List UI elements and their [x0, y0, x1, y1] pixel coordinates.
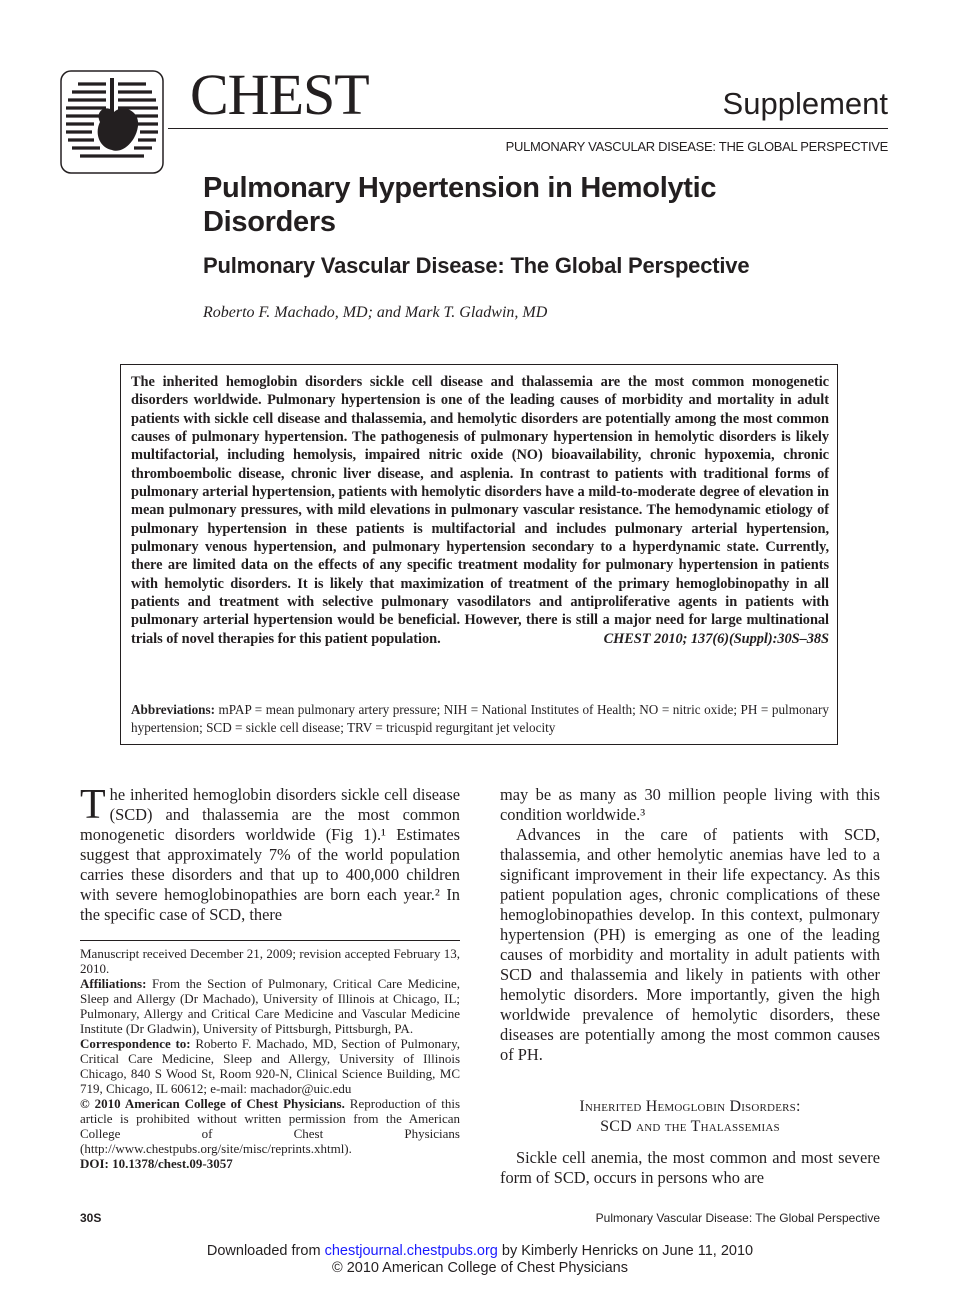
download-notice — [0, 1243, 960, 1277]
correspondence-text: Roberto F. Machado, MD, Section of Pulmonary, Critical Care Medicine, Sleep and Allergy, University of Illinois Chicago, 840 S Wood St, Room 920-N, Clinical Science Building, MC 719, Chicago, IL 60612; e-mail: machador@uic.edu — [80, 1036, 461, 1096]
affiliations-label: Affiliations: — [80, 976, 147, 991]
body-column-1 — [80, 782, 460, 925]
supplement-label: Supplement — [722, 86, 888, 121]
affiliations — [80, 976, 460, 1036]
download-copyright: © 2010 American College of Chest Physicians — [331, 1260, 628, 1276]
header-rule — [168, 128, 888, 129]
doi-text: 10.1378/chest.09-3057 — [112, 1156, 233, 1171]
copyright-note — [80, 1096, 460, 1156]
affiliations-text: From the Section of Pulmonary, Critical Care Medicine, Sleep and Allergy (Dr Machado), University of Illinois at Chicago, IL; Pulmonary, Allergy and Critical Care Medicine and Vascular Medicine Institute (Dr Gladwin), University of Pittsburgh, Pittsburgh, PA. — [80, 976, 460, 1036]
correspondence-label: Correspondence to: — [80, 1036, 191, 1051]
abstract — [131, 373, 829, 648]
abbreviations-label: Abbreviations: — [131, 702, 216, 717]
footnotes — [80, 946, 460, 1171]
journal-name: CHEST — [190, 62, 369, 127]
running-head: PULMONARY VASCULAR DISEASE: THE GLOBAL PERSPECTIVE — [505, 139, 888, 154]
correspondence — [80, 1036, 460, 1096]
abstract-text: The inherited hemoglobin disorders sickle cell disease and thalassemia are the most common monogenetic disorders worldwide. Pulmonary hypertension is one of the leading causes of morbidity and mortality in adult patients with sickle cell disease and thalassemia, and hemolytic disorders are potentially among the most common causes of pulmonary hypertension. The pathogenesis of pulmonary hypertension in hemolytic disorders is likely multifactorial, including hemolysis, impaired nitric oxide (NO) bioavailability, chronic hypoxemia, chronic thromboembolic disease, chronic liver disease, and asplenia. In contrast to patients with traditional forms of pulmonary arterial hypertension, patients with hemolytic disorders have a mild-to-moderate degree of elevation in mean pulmonary pressures, with mild elevations in pulmonary vascular resistance. The hemodynamic etiology of pulmonary hypertension in these patients is multifactorial and includes pulmonary arterial hypertension, pulmonary venous hypertension, and pulmonary hypertension secondary to a hyperdynamic state. Currently, there are limited data on the effects of any specific treatment modality for pulmonary hypertension in patients with hemolytic disorders. It is likely that maximization of treatment of the primary hemoglobinopathy in all patients and treatment with selective pulmonary vasodilators and antiproliferative agents in patients with pulmonary arterial hypertension would be beneficial. However, there is still a major need for large multinational trials of novel therapies for this patient population. — [131, 374, 829, 647]
copyright-label: © 2010 American College of Chest Physicians. — [80, 1096, 345, 1111]
citation: CHEST 2010; 137(6)(Suppl):30S–38S — [603, 630, 829, 647]
manuscript-received: Manuscript received December 21, 2009; revision accepted February 13, 2010. — [80, 946, 460, 976]
download-link[interactable]: chestjournal.chestpubs.org — [324, 1243, 498, 1259]
article-subtitle: Pulmonary Vascular Disease: The Global Perspective — [203, 253, 750, 278]
section-heading-line-2: SCD and the Thalassemias — [600, 1118, 780, 1135]
chest-logo-icon — [60, 70, 164, 174]
col2-paragraph-3: Sickle cell anemia, the most common and most severe form of SCD, occurs in persons who are — [500, 1148, 880, 1187]
intro-text: he inherited hemoglobin disorders sickle cell disease (SCD) and thalassemia are the most common monogenetic disorders worldwide (Fig 1).¹ Estimates suggest that approximately 7% of the world population carries these disorders and that up to 400,000 children with severe hemoglobinopathies are born each year.² In the specific case of SCD, there — [80, 785, 460, 924]
doi — [80, 1156, 460, 1171]
col2-paragraph-1: may be as many as 30 million people living with this condition worldwide.³ — [500, 785, 880, 824]
copyright-text: Reproduction of this article is prohibited without written permission from the American College of Chest Physicians (http://www.chestpubs.org/site/misc/reprints.xhtml). — [80, 1096, 460, 1156]
footnote-rule — [80, 940, 460, 941]
footer-running-title: Pulmonary Vascular Disease: The Global Perspective — [595, 1211, 880, 1225]
doi-label: DOI: — [80, 1156, 109, 1171]
download-prefix: Downloaded from — [206, 1243, 321, 1259]
col2-paragraph-2: Advances in the care of patients with SCD, thalassemia, and other hemolytic anemias have led to a significant improvement in their life expectancy. As this patient population ages, chronic complications of these hemoglobinopathies develop. In this context, pulmonary hypertension (PH) is emerging as one of the leading causes of morbidity and mortality in adult patients with SCD and thalassemia and likely in patients with other hemolytic disorders. More importantly, given the high worldwide prevalence of hemolytic disorders, these diseases are potentially among the most common causes of PH. — [500, 825, 880, 1064]
abstract-box — [120, 364, 838, 745]
download-suffix: by Kimberly Henricks on June 11, 2010 — [501, 1243, 754, 1259]
abbreviations-text: mPAP = mean pulmonary artery pressure; NIH = National Institutes of Health; NO = nitric oxide; PH = pulmonary hypertension; SCD = sickle cell disease; TRV = tricuspid regurgitant jet velocity — [131, 702, 829, 735]
article-title: Pulmonary Hypertension in Hemolytic Disorders — [203, 172, 717, 238]
abbreviations — [131, 701, 829, 736]
body-column-2 — [500, 785, 880, 1065]
page-number: 30S — [80, 1211, 102, 1225]
section-heading — [500, 1097, 880, 1137]
section-heading-line-1: Inherited Hemoglobin Disorders: — [579, 1098, 801, 1115]
drop-cap: T — [80, 782, 106, 828]
article-authors: Roberto F. Machado, MD; and Mark T. Gladwin, MD — [203, 304, 548, 321]
